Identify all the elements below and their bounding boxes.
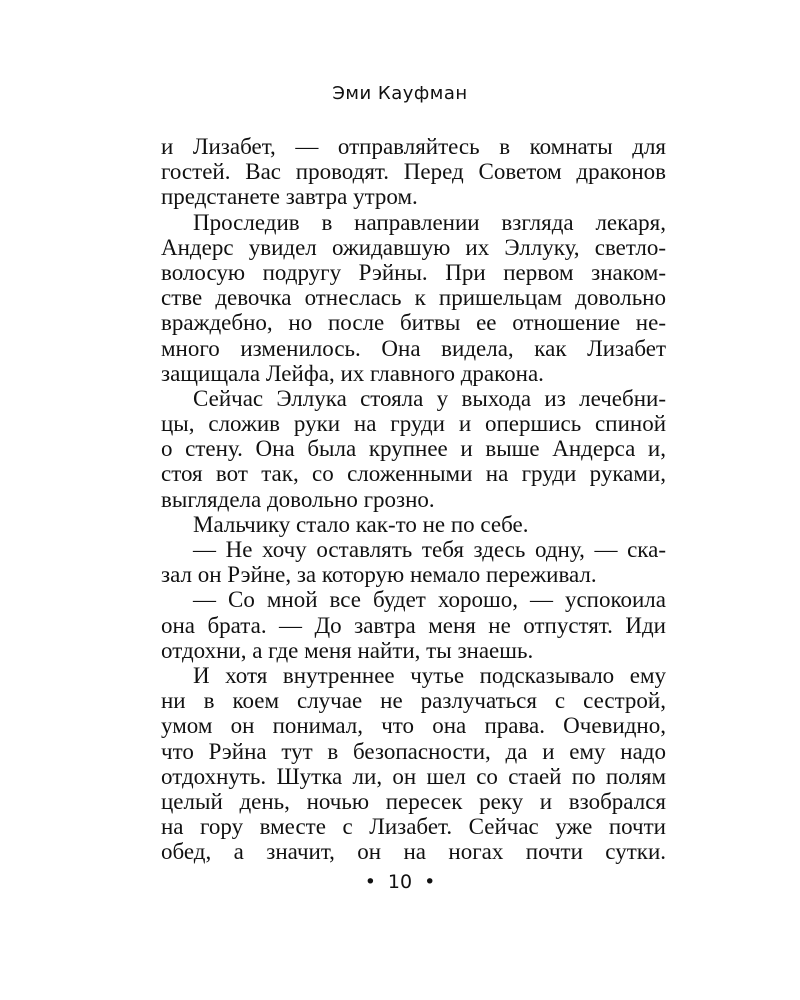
text-line: Проследив в направлении взгляда лекаря, <box>193 209 666 235</box>
text-line: зал он Рэйне, за которую немало переживал. <box>161 562 597 588</box>
text-line: о стену. Она была крупнее и выше Андерса и, <box>161 436 666 462</box>
text-line: что Рэйна тут в безопасности, да и ему надо <box>161 738 666 764</box>
text-line: предстанете завтра утром. <box>161 184 418 210</box>
text-line: — Со мной все будет хорошо, — успокоила <box>193 587 666 613</box>
text-line: волосую подругу Рэйны. При первом знаком- <box>161 259 666 285</box>
text-line: много изменилось. Она видела, как Лизабет <box>161 335 666 361</box>
text-line: стоя вот так, со сложенными на груди руками, <box>161 461 666 487</box>
text-line: Сейчас Эллука стояла у выхода из лечебни- <box>193 385 666 411</box>
text-line: цы, сложив руки на груди и опершись спиной <box>161 411 666 437</box>
text-line: обед, а значит, он на ногах почти сутки. <box>161 839 666 865</box>
running-title: Эми Кауфман <box>332 83 468 104</box>
text-line: Андерс увидел ожидавшую их Эллуку, светло- <box>161 234 666 260</box>
text-line: Мальчику стало как-то не по себе. <box>193 511 529 537</box>
text-line: гостей. Вас проводят. Перед Советом драконов <box>161 159 666 185</box>
text-line: отдохнуть. Шутка ли, он шел со стаей по полям <box>161 763 666 789</box>
text-line: на гору вместе с Лизабет. Сейчас уже почти <box>161 814 666 840</box>
text-line: стве девочка отнеслась к пришельцам довольно <box>161 285 666 311</box>
text-line: целый день, ночью пересек реку и взобрался <box>161 788 666 814</box>
folio-bullet-left: • <box>364 871 376 893</box>
text-line: она брата. — До завтра меня не отпустят. Иди <box>161 612 666 638</box>
text-line: умом он понимал, что она права. Очевидно, <box>161 713 666 739</box>
text-line: и Лизабет, — отправляйтесь в комнаты для <box>161 134 666 159</box>
page-number-footer <box>0 870 800 894</box>
text-line: ни в коем случае не разлучаться с сестрой, <box>161 688 666 714</box>
text-line: защищала Лейфа, их главного дракона. <box>161 360 544 386</box>
text-line: — Не хочу оставлять тебя здесь одну, — ска- <box>193 537 666 562</box>
text-line: И хотя внутреннее чутье подсказывало ему <box>193 662 666 688</box>
text-line: враждебно, но после битвы ее отношение не- <box>161 310 666 336</box>
folio-bullet-right: • <box>424 871 436 893</box>
text-line: выглядела довольно грозно. <box>161 486 435 512</box>
page-number: 10 <box>387 871 413 893</box>
body-text <box>161 134 666 864</box>
text-line: отдохни, а где меня найти, ты знаешь. <box>161 637 534 663</box>
